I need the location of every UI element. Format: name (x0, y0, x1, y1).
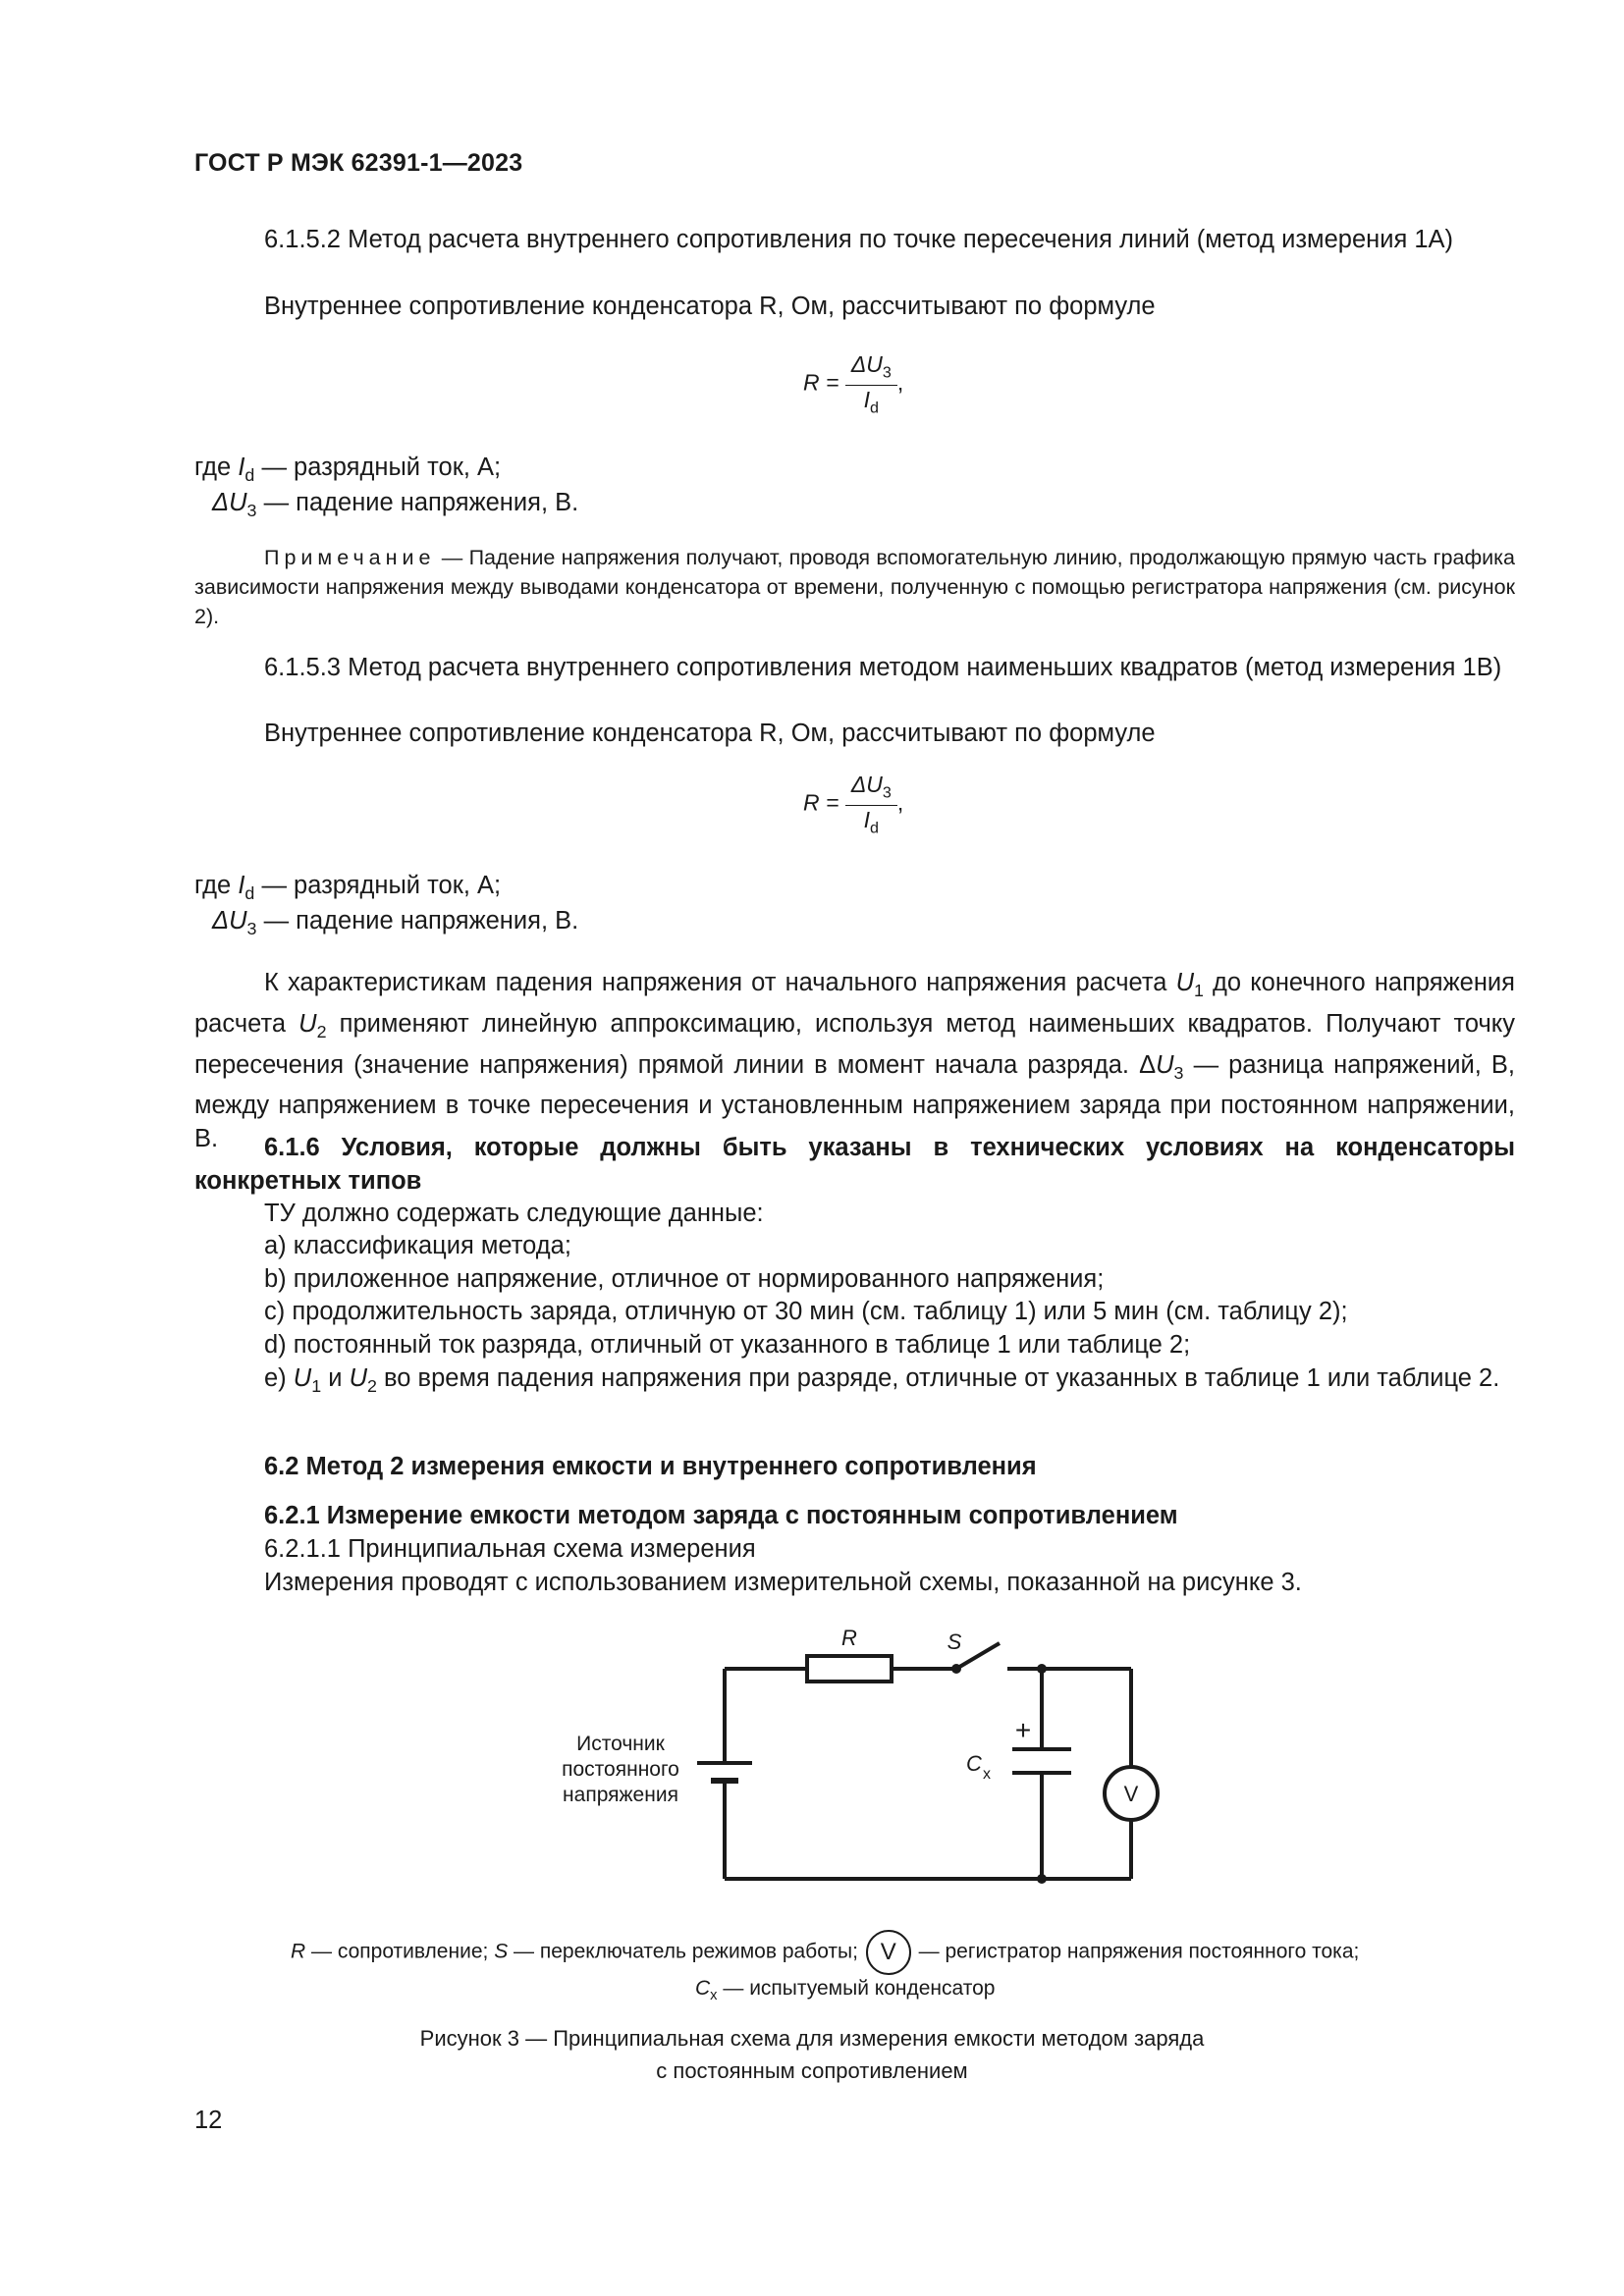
para-6211: 6.2.1.1 Принципиальная схема измерения (264, 1535, 756, 1563)
figure-caption-1: Рисунок 3 — Принципиальная схема для измерения емкости методом заряда (419, 2026, 1205, 2051)
heading-621: 6.2.1 Измерение емкости методом заряда с постоянным сопротивлением (264, 1502, 1178, 1529)
switch-blade (956, 1643, 1000, 1669)
where-line-1b: где $I_d$ — разрядный ток, А; (194, 872, 502, 904)
para-6152-intro (264, 291, 1156, 324)
note-label: Примечание (264, 546, 436, 569)
para-approximation: К характеристикам падения напряжения от начального напряжения расчета $U_1$ до конечного напряжения расчета $U_2$ применяют линейную аппроксимацию, используя метод наименьших квадратов. Получают точку пересечения (значение напряжения) прямой линии в момент начала разряда. $\Delta U_3$ — разница напряжений, В, между напряжением в точке пересечения и установленным напряжением заряда при постоянном напряжении, В. (194, 969, 1515, 1153)
para-6153-intro: Внутреннее сопротивление конденсатора R, Ом, рассчитывают по формуле (264, 720, 1156, 747)
formula-6153: R = $\frac{\Delta U_3}{I_d}$ , (803, 772, 904, 837)
heading-62: 6.2 Метод 2 измерения емкости и внутреннего сопротивления (264, 1453, 1037, 1480)
label-C: C (966, 1751, 982, 1776)
where-line-2b: $\Delta U_3$ — падение напряжения, В. (212, 907, 579, 939)
formula-fraction (845, 351, 897, 417)
list-item-c: c) продолжительность заряда, отличную от 30 мин (см. таблицу 1) или 5 мин (см. таблицу 2); (264, 1298, 1348, 1325)
formula-numerator: $\Delta U_3$ (845, 351, 897, 386)
resistor-symbol (807, 1656, 892, 1682)
para-6152: 6.1.5.2 Метод расчета внутреннего сопротивления по точке пересечения линий (метод измерения 1А) (264, 226, 1454, 253)
source-label-1: Источник (576, 1733, 665, 1755)
label-C-sub: x (983, 1766, 991, 1783)
list-item-e: e) $U_1$ и $U_2$ во время падения напряжения при разряде, отличные от указанных в таблице 1 или таблице 2. (264, 1364, 1500, 1397)
document-header: ГОСТ Р МЭК 62391-1—2023 (194, 149, 523, 177)
formula-6152 (803, 351, 903, 417)
source-label-3: напряжения (563, 1784, 678, 1806)
list-item-d: d) постоянный ток разряда, отличный от указанного в таблице 1 или таблице 2; (264, 1331, 1191, 1359)
label-R: R (841, 1626, 857, 1650)
switch-pivot-dot (951, 1664, 961, 1674)
where-line-1: где $I_d$ — разрядный ток, А; (194, 454, 502, 486)
junction-bottom (1037, 1874, 1047, 1884)
formula-fraction: $\frac{\Delta U_3}{I_d}$ (845, 772, 897, 837)
note-block (194, 543, 1515, 631)
junction-top (1037, 1664, 1047, 1674)
list-item-b: b) приложенное напряжение, отличное от нормированного напряжения; (264, 1265, 1105, 1293)
legend-voltmeter-icon: V (866, 1930, 911, 1975)
formula-denominator: $I_d$ (863, 386, 879, 417)
label-S: S (947, 1629, 962, 1654)
note-text: — Падение напряжения получают, проводя вспомогательную линию, продолжающую прямую часть графика зависимости напряжения между выводами конденсатора от времени, полученную с помощью регистратора напряжения (см. рисунок 2). (194, 546, 1515, 628)
label-V: V (1123, 1782, 1139, 1806)
formula-tail: , (896, 369, 904, 396)
figure-legend-line-1: R — сопротивление; S — переключатель режимов работы; V — регистратор напряжения постоянного тока; (291, 1930, 1359, 1975)
figure-caption-2: с постоянным сопротивлением (656, 2058, 968, 2083)
circuit-diagram (530, 1620, 1178, 1904)
formula-lhs: R = (803, 369, 839, 396)
figure-legend-line-2: $C_x$ — испытуемый конденсатор (695, 1977, 996, 2004)
where-line-2: $\Delta U_3$ — падение напряжения, В. (212, 489, 579, 521)
para-6211-text: Измерения проводят с использованием измерительной схемы, показанной на рисунке 3. (264, 1569, 1302, 1596)
label-plus: + (1014, 1715, 1032, 1745)
list-item-a: a) классификация метода; (264, 1232, 571, 1259)
para-6153: 6.1.5.3 Метод расчета внутреннего сопротивления методом наименьших квадратов (метод измерения 1В) (264, 654, 1502, 681)
page-number: 12 (194, 2107, 223, 2134)
heading-616: 6.1.6 Условия, которые должны быть указаны в технических условиях на конденсаторы конкретных типов (194, 1134, 1515, 1195)
source-label-2: постоянного (562, 1758, 679, 1781)
ty-intro: ТУ должно содержать следующие данные: (264, 1200, 764, 1227)
intro-text: Внутреннее сопротивление конденсатора R, Ом, рассчитывают по формуле (264, 293, 1156, 320)
